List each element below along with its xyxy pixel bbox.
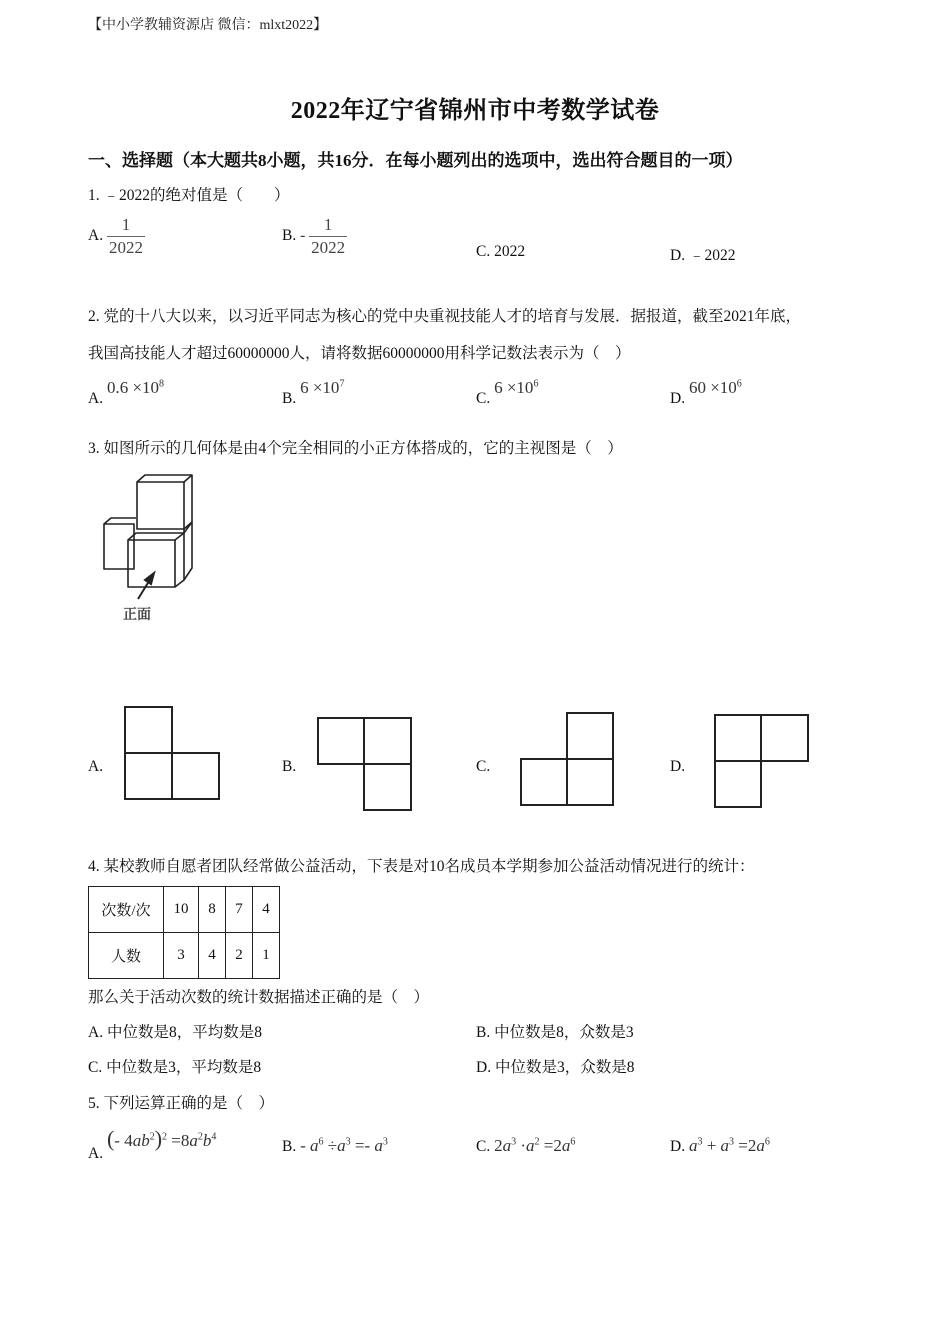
q2-b-exp: 7 <box>339 378 345 390</box>
watermark: 【中小学教辅资源店 微信：mlxt2022】 <box>88 18 328 33</box>
q2-c-exp: 6 <box>533 378 539 390</box>
q1-a-numerator: 1 <box>121 215 131 234</box>
q5-option-d[interactable] <box>670 1136 770 1156</box>
q4-table <box>88 886 280 979</box>
table-cell: 1 <box>253 933 280 979</box>
table-cell: 8 <box>199 887 226 933</box>
table-cell: 人数 <box>89 933 164 979</box>
q3-option-c-view[interactable] <box>520 712 616 808</box>
q3-a-label[interactable]: A. <box>88 758 104 775</box>
q1-option-b[interactable] <box>282 214 347 259</box>
q2-d-base: 60 ×10 <box>688 378 737 397</box>
section-heading: 一、选择题（本大题共8小题，共16分．在每小题列出的选项中，选出符合题目的一项） <box>88 151 743 170</box>
q2-b-expr <box>300 378 344 397</box>
q2-a-exp: 8 <box>159 378 165 390</box>
q3-stem: 3. 如图所示的几何体是由4个完全相同的小正方体搭成的，它的主视图是（ ） <box>88 440 623 457</box>
q5-a-expr: (- $4ab^2)^2 =8a^2b^4$ <box>106 1126 217 1151</box>
q1-b-numerator: 1 <box>323 215 333 234</box>
q2-a-base: 0.6 ×10 <box>106 378 160 397</box>
q2-a-expr <box>107 378 164 397</box>
q1-option-c[interactable]: C. 2022 <box>476 243 526 260</box>
q3-c-label[interactable]: C. <box>476 758 491 775</box>
q2-d-exp: 6 <box>736 378 742 390</box>
q4-option-b[interactable]: B. 中位数是8，众数是3 <box>476 1024 634 1041</box>
q1-stem: 1. ﹣2022的绝对值是（ ） <box>88 187 290 204</box>
q2-d-expr <box>689 378 742 397</box>
q3-option-b-view[interactable] <box>317 717 413 813</box>
table-cell: 2 <box>226 933 253 979</box>
q5-b-label: B. <box>282 1138 297 1155</box>
q2-option-c[interactable] <box>476 378 539 407</box>
q1-b-denominator: 2022 <box>311 238 346 257</box>
view-d <box>714 714 810 810</box>
q5-c-label: C. <box>476 1138 491 1155</box>
q5-a-label: A. <box>88 1145 104 1162</box>
view-a <box>124 705 220 801</box>
q1-option-d[interactable]: D. ﹣2022 <box>670 247 736 264</box>
q5-c-expr: $2a^3 \cdot a^2 =2a^6$ <box>494 1136 576 1155</box>
q3-solid-figure <box>100 472 200 622</box>
q5-d-expr: $a^3 + a^3 =2a^6$ <box>688 1136 770 1155</box>
q5-stem: 5. 下列运算正确的是（ ） <box>88 1095 275 1112</box>
q1-a-denominator: 2022 <box>108 238 143 257</box>
q1-b-sign: - <box>300 227 306 245</box>
q1-a-fraction <box>107 214 145 259</box>
q2-c-label: C. <box>476 390 491 407</box>
view-c <box>520 712 616 808</box>
q2-stem-line2: 我国高技能人才超过60000000人，请将数据60000000用科学记数法表示为（ ） <box>88 345 631 362</box>
q3-b-label[interactable]: B. <box>282 758 297 775</box>
page-title: 2022年辽宁省锦州市中考数学试卷 <box>290 98 660 124</box>
q4-question: 那么关于活动次数的统计数据描述正确的是（ ） <box>88 989 430 1006</box>
q2-c-expr <box>494 378 538 397</box>
q1-b-label: B. <box>282 227 297 245</box>
table-row <box>89 933 280 979</box>
front-label: 正面 <box>123 607 151 623</box>
q2-a-label: A. <box>88 390 104 407</box>
table-cell: 10 <box>164 887 199 933</box>
q1-b-fraction <box>309 214 347 259</box>
q5-b-expr: - $a^6 \div a^3 =- a^3$ <box>300 1136 388 1155</box>
view-b <box>317 717 413 813</box>
q1-option-a[interactable] <box>88 214 145 259</box>
q2-option-d[interactable] <box>670 378 742 407</box>
q4-stem: 4. 某校教师自愿者团队经常做公益活动，下表是对10名成员本学期参加公益活动情况进行的统计： <box>88 858 755 875</box>
table-cell: 次数/次 <box>89 887 164 933</box>
q1-a-label: A. <box>88 227 104 245</box>
q4-option-c[interactable]: C. 中位数是3，平均数是8 <box>88 1059 262 1076</box>
table-cell: 4 <box>199 933 226 979</box>
q2-stem-line1: 2. 党的十八大以来，以习近平同志为核心的党中央重视技能人才的培育与发展．据报道，截至2021年底， <box>88 308 802 325</box>
solid-drawing <box>100 472 200 622</box>
q5-d-label: D. <box>670 1138 686 1155</box>
q5-option-b[interactable] <box>282 1136 388 1156</box>
table-cell: 4 <box>253 887 280 933</box>
table-row <box>89 887 280 933</box>
q2-b-label: B. <box>282 390 297 407</box>
q2-b-base: 6 ×10 <box>300 378 340 397</box>
q4-option-d[interactable]: D. 中位数是3，众数是8 <box>476 1059 635 1076</box>
q3-option-a-view[interactable] <box>124 705 220 801</box>
q3-d-label[interactable]: D. <box>670 758 686 775</box>
table-cell: 7 <box>226 887 253 933</box>
q2-option-b[interactable] <box>282 378 345 407</box>
q5-option-a[interactable] <box>88 1126 217 1162</box>
table-cell: 3 <box>164 933 199 979</box>
q2-option-a[interactable] <box>88 378 165 407</box>
q5-option-c[interactable] <box>476 1136 575 1156</box>
q2-d-label: D. <box>670 390 686 407</box>
q3-option-d-view[interactable] <box>714 714 810 810</box>
q2-c-base: 6 ×10 <box>494 378 534 397</box>
q4-option-a[interactable]: A. 中位数是8，平均数是8 <box>88 1024 262 1041</box>
